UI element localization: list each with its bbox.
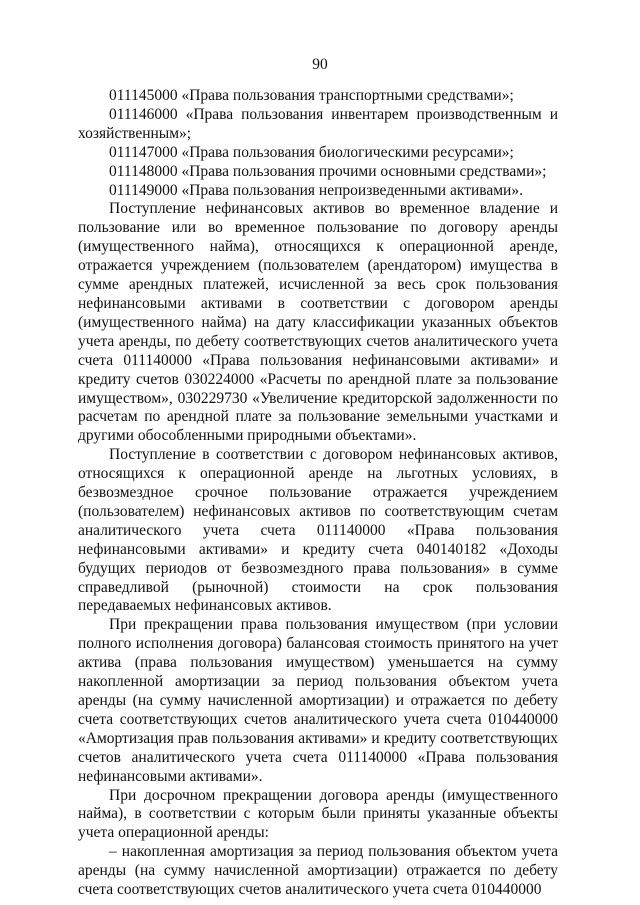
account-line-011149000: 011149000 «Права пользования непроизведенными активами». xyxy=(109,181,523,199)
paragraph-accumulated-depreciation: – накопленная амортизация за период пользования объектом учета аренды (на сумму начисленной амортизации) отражается по дебету счета соответствующих счетов аналитического учета счета 010440000 xyxy=(78,843,558,899)
account-line-011146000: 011146000 «Права пользования инвентарем производственным и хозяйственным»; xyxy=(78,105,558,142)
paragraph-preferential-lease-receipt: Поступление в соответствии с договором нефинансовых активов, относящихся к операционной аренде на льготных условиях, в безвозмездное срочное пользование отражается учреждением (пользователем) нефинансовых активов по соответствующим счетам аналитического учета счета 011140000 «Права пользования нефинансовыми активами» и кредиту счета 040140182 «Доходы будущих периодов от безвозмездного права пользования» в сумме справедливой (рыночной) стоимости на срок пользования передаваемых нефинансовых активов. xyxy=(78,446,558,615)
paragraph-early-termination: При досрочном прекращении договора аренды (имущественного найма), в соответствии с которым были приняты указанные объекты учета операционной аренды: xyxy=(78,786,558,842)
account-line-011148000: 011148000 «Права пользования прочими основными средствами»; xyxy=(109,162,547,180)
page-number: 90 xyxy=(312,56,328,73)
paragraph-termination-of-use-right: При прекращении права пользования имуществом (при условии полного исполнения договора) балансовая стоимость принятого на учет актива (права пользования имуществом) уменьшается на сумму накопленной амортизации за период пользования объектом учета аренды (на сумму начисленной амортизации) и отражается по дебету счета соответствующих счетов аналитического учета счета 010440000 «Амортизация прав пользования активами» и кредиту соответствующих счетов аналитического учета счета 011140000 «Права пользования нефинансовыми активами». xyxy=(78,616,558,785)
account-line-011145000: 011145000 «Права пользования транспортными средствами»; xyxy=(109,87,514,104)
document-body xyxy=(78,87,558,900)
paragraph-operating-lease-receipt: Поступление нефинансовых активов во временное владение и пользование или во временное пользование по договору аренды (имущественного найма), относящихся к операционной аренде, отражается учреждением (пользователем (арендатором) имущества в сумме арендных платежей, исчисленной за весь срок пользования нефинансовыми активами в соответствии с договором аренды (имущественного найма) на дату классификации указанных объектов учета аренды, по дебету соответствующих счетов аналитического учета счета 011140000 «Права пользования нефинансовыми активами» и кредиту счетов 030224000 «Расчеты по арендной плате за пользование имуществом», 030229730 «Увеличение кредиторской задолженности по расчетам по арендной плате за пользование земельными участками и другими обособленными природными объектами». xyxy=(78,200,558,445)
account-line-011147000: 011147000 «Права пользования биологическими ресурсами»; xyxy=(109,143,514,161)
